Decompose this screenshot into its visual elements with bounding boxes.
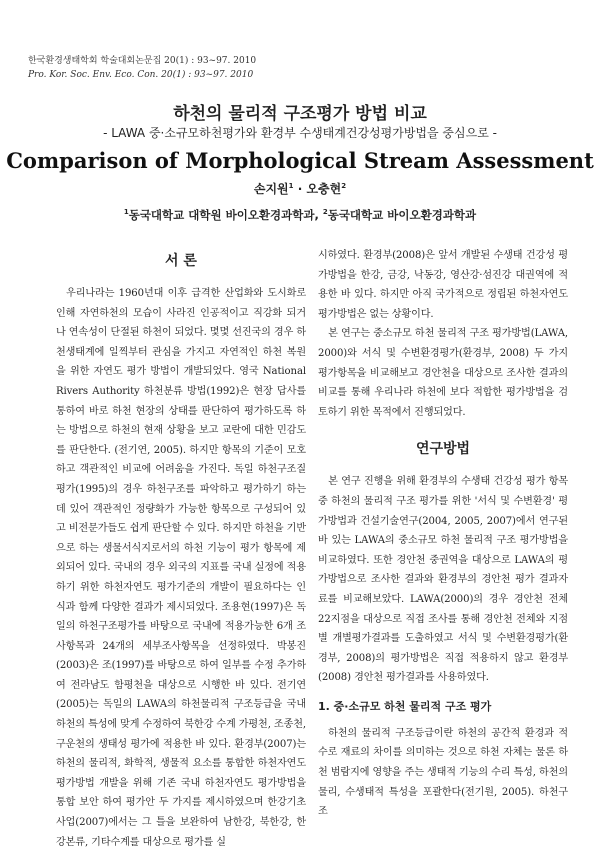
affiliation-2: 동국대학교 바이오환경과학과: [327, 208, 477, 222]
introduction-continued-paragraph: 시하였다. 환경부(2008)은 앞서 개발된 수생태 건강성 평가방법을 한강, 금강, 낙동강, 영산강·섬진강 대권역에 적용한 바 있다. 하지만 아직 국가적으로 정립된 하천자연도 평가방법은 없는 상황이다.: [318, 250, 568, 320]
affiliation: [0, 207, 600, 223]
purpose-paragraph: 본 연구는 중소규모 하천 물리적 구조 평가방법(LAWA, 2000)와 서식 및 수변환경평가(환경부, 2008) 두 가지 평가항목을 비교해보고 경안천을 대상으로 조사한 결과의 비교를 통해 우리나라 하천에 보다 적합한 평가방법을 검토하기 위한 목적에서 진행되었다.: [318, 328, 568, 418]
subsection-paragraph: 하천의 물리적 구조등급이란 하천의 공간적 환경과 적수로 재료의 차이를 의미하는 것으로 하천 자체는 물론 하천 범람지에 영향을 주는 생태적 기능의 수리 특성, 하천의 물리, 수생태적 특성을 포괄한다(전기원, 2005). 하천구조: [318, 727, 568, 818]
affiliation-1: 동국대학교 대학원 바이오환경과학과,: [128, 208, 323, 222]
title-korean: 하천의 물리적 구조평가 방법 비교: [173, 104, 427, 124]
author-1: 손지원: [253, 182, 289, 196]
author-1-mark: 1: [288, 182, 294, 190]
journal-header-english: Pro. Kor. Soc. Env. Eco. Con. 20(1) : 93~97. 2010: [28, 70, 254, 80]
introduction-paragraph: 우리나라는 1960년대 이후 급격한 산업화와 도시화로 인해 자연하천의 모습이 사라진 인공적이고 직강화 되거나 연속성이 단절된 하천이 되었다. 몇몇 선진국의 경우 하천생태계에 일찍부터 관심을 가지고 자연적인 하천 복원을 위한 자연도 평가 방법이 개발되었다. 영국 National Rivers Authority 하천분류 방법(1992)은 현장 답사를 통하여 바로 하천 현장의 상태를 판단하여 평가하도록 하는 방법으로 하천의 현재 상황을 보고 교란에 대한 민감도를 판단한다. (전기연, 2005). 하지만 항목의 기준이 모호하고 객관적인 비교에 어려움을 가진다. 독일 하천구조질 평가(1995)의 경우 하천구조를 파악하고 평가하기 하는데 있어 객관적인 정량화가 가능한 항목으로 구성되어 있고 비전문가들도 쉽게 판단할 수 있다. 하지만 하천을 기반으로 하는 생물서식지로서의 하천 기능이 평가 항목에 제외되어 있다. 국내의 경우 외국의 지표를 국내 실정에 적용하기 위한 하천자연도 평가기준의 개발이 필요하다는 인식과 함께 다양한 결과가 제시되었다. 조용현(1997)은 독일의 하천구조평가를 바탕으로 국내에 적용가능한 6개 조사항목과 24개의 세부조사항목을 선정하였다. 박봉진(2003)은 조(1997)를 바탕으로 하여 일부를 수정 추가하여 전라남도 함평천을 대상으로 시행한 바 있다. 전기연(2005)는 독일의 LAWA의 하천물리적 구조등급을 국내 하천의 특성에 맞게 수정하여 북한강 수계 가평천, 조종천, 구운천의 생태성 평가에 적용한 바 있다. 환경부(2007)는 하천의 물리적, 화학적, 생물적 요소를 통합한 하천자연도 평가방법 개발을 위해 기존 국내 하천자연도 평가방법을 통합 보안 하여 평가안 두 가지를 제시하였으며 한강기초사업(2007)에서는 그 틀을 보완하여 남한강, 북한강, 한강본류, 기타수계를 대상으로 평가를 실: [56, 288, 306, 848]
left-column: [56, 242, 306, 852]
authors: [0, 180, 600, 197]
methods-paragraph: 본 연구 진행을 위해 환경부의 수생태 건강성 평가 항목 중 하천의 물리적 구조 평가를 위한 '서식 및 수변환경' 평가방법과 건설기술연구(2004, 2005, 2007)에서 연구된 바 있는 LAWA의 중소규모 하천 물리적 구조 평가방법을 비교하였다. 또한 경안천 중권역을 대상으로 LAWA의 평가방법으로 조사한 결과와 환경부의 경안천 평가 결과자료를 비교해보았다. LAWA(2000)의 경우 경안천 전체 22지점을 대상으로 직접 조사를 통해 경안천 전체와 지점별 개별평가결과를 도출하였고 서식 및 수변환경평가(환경부, 2008)의 평가방법은 직접 적용하지 않고 환경부(2008) 경안천 평가결과를 사용하였다.: [318, 476, 568, 684]
affiliation-1-mark: 1: [123, 208, 129, 217]
journal-header-korean: 한국환경생태학회 학술대회논문집 20(1) : 93~97. 2010: [28, 56, 257, 66]
title-english: Comparison of Morphological Stream Assessment: [6, 148, 594, 173]
author-2: 오충현: [306, 182, 342, 196]
section-heading-introduction: 서 론: [165, 253, 197, 269]
right-column: [318, 246, 568, 822]
subtitle: - LAWA 중·소규모하천평가와 환경부 수생태계건강성평가방법을 중심으로 -: [103, 126, 497, 140]
journal-header: [28, 54, 256, 82]
subsection-heading-1: 1. 중·소규모 하천 물리적 구조 평가: [318, 699, 492, 713]
affiliation-2-mark: 2: [322, 208, 328, 217]
section-heading-methods: 연구방법: [415, 441, 471, 458]
author-2-mark: 2: [341, 182, 347, 190]
author-separator: ·: [293, 182, 307, 196]
